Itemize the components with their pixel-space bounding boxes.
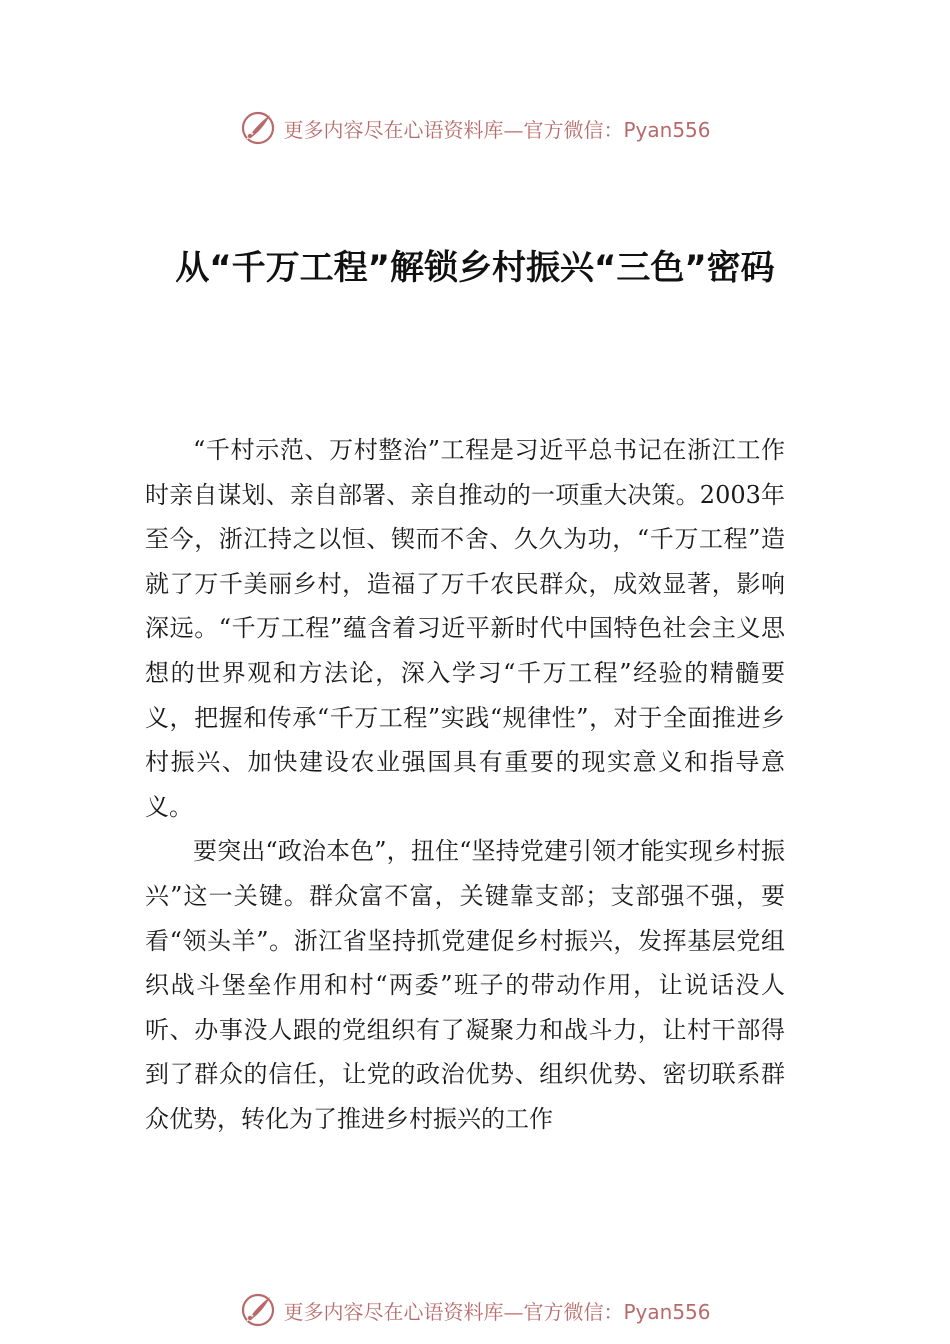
document-body	[145, 428, 785, 1142]
watermark-text	[283, 1296, 710, 1325]
quill-pen-logo-icon	[239, 1291, 277, 1329]
body-paragraph: 要突出“政治本色”，扭住“坚持党建引领才能实现乡村振兴”这一关键。群众富不富，关键靠支部；支部强不强，要看“领头羊”。浙江省坚持抓党建促乡村振兴，发挥基层党组织战斗堡垒作用和村“两委”班子的带动作用，让说话没人听、办事没人跟的党组织有了凝聚力和战斗力，让村干部得到了群众的信任，让党的政治优势、组织优势、密切联系群众优势，转化为了推进乡村振兴的工作	[145, 837, 785, 1133]
body-paragraph: “千村示范、万村整治”工程是习近平总书记在浙江工作时亲自谋划、亲自部署、亲自推动的一项重大决策。2003年至今，浙江持之以恒、锲而不舍、久久为功，“千万工程”造就了万千美丽乡村，造福了万千农民群众，成效显著，影响深远。“千万工程”蕴含着习近平新时代中国特色社会主义思想的世界观和方法论，深入学习“千万工程”经验的精髓要义，把握和传承“千万工程”实践“规律性”，对于全面推进乡村振兴、加快建设农业强国具有重要的现实意义和指导意义。	[145, 436, 785, 821]
document-title: 从“千万工程”解锁乡村振兴“三色”密码	[175, 248, 775, 288]
footer-watermark	[0, 1288, 950, 1332]
header-watermark	[0, 106, 950, 150]
watermark-text	[283, 114, 710, 143]
quill-pen-logo-icon	[239, 109, 277, 147]
watermark-wechat-id: Pyan556	[623, 117, 711, 142]
watermark-text-cn: 更多内容尽在心语资料库—官方微信：	[283, 1299, 624, 1324]
watermark-wechat-id: Pyan556	[623, 1299, 711, 1324]
watermark-text-cn: 更多内容尽在心语资料库—官方微信：	[283, 117, 624, 142]
